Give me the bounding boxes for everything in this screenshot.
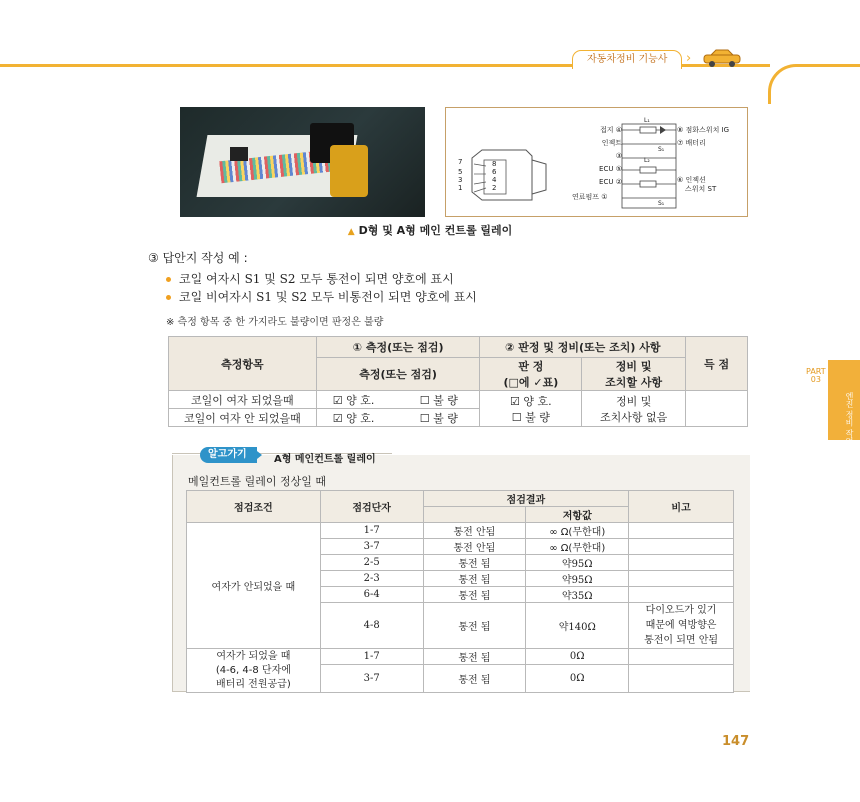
- diagram-right-labels: ⑧ 점화스위치 IG ⑦ 배터리: [677, 126, 730, 147]
- header-cell: 비고: [629, 491, 734, 523]
- table-cell: ∞ Ω(무한대): [526, 523, 629, 539]
- table-cell: 0Ω: [526, 665, 629, 693]
- checkbox-bad[interactable]: ☐ 불 량: [398, 409, 480, 427]
- coil-label: L₁: [644, 117, 650, 124]
- tip-subtitle: 메일컨트롤 릴레이 정상일 때: [188, 475, 327, 488]
- tip-badge: 알고가기: [200, 447, 257, 463]
- table-cell: 4-8: [320, 603, 423, 649]
- table-cell: [629, 555, 734, 571]
- car-icon: [702, 48, 742, 68]
- table-cell: 통전 됨: [423, 603, 526, 649]
- bullet-dot-icon: [166, 277, 171, 282]
- table-cell: 2-5: [320, 555, 423, 571]
- answer-table: [168, 336, 748, 427]
- table-cell: 약95Ω: [526, 571, 629, 587]
- header-rule-curve: [768, 64, 860, 104]
- part-label: PART 03: [806, 367, 826, 384]
- triangle-icon: ▲: [347, 227, 355, 237]
- table-cell: [629, 587, 734, 603]
- page-number: 147: [722, 734, 750, 749]
- switch-label: S₁: [658, 146, 665, 153]
- score-cell: [686, 391, 748, 427]
- header-cell: 점검조건: [187, 491, 321, 523]
- table-cell: 통전 됨: [423, 571, 526, 587]
- table-cell: 1-7: [320, 649, 423, 665]
- checkbox-bad[interactable]: ☐ 불 량: [511, 410, 550, 424]
- table-cell: 코일이 여자 되었을때: [169, 391, 317, 409]
- header-cell: 측정(또는 점검): [316, 358, 480, 391]
- diagram-left-labels: 접지 ④ 인젝트 ③ ECU ⑤ ECU ②: [599, 126, 622, 186]
- inspection-table: [186, 490, 734, 693]
- chapter-tab-text: 엔진 정비 작업: [845, 392, 854, 446]
- tip-badge-arrow-icon: [252, 447, 262, 463]
- header-title: 자동차정비 기능사: [572, 50, 682, 69]
- table-cell: 2-3: [320, 571, 423, 587]
- switch-label: S₁: [658, 200, 665, 207]
- table-cell: [629, 649, 734, 665]
- checkbox-good[interactable]: ☑ 양 호.: [316, 409, 398, 427]
- section-heading: ③ 답안지 작성 예 :: [148, 251, 248, 265]
- table-cell: 6-4: [320, 587, 423, 603]
- table-cell: 3-7: [320, 539, 423, 555]
- checkbox-good[interactable]: ☑ 양 호.: [316, 391, 398, 409]
- table-cell: [629, 523, 734, 539]
- header-cell: 득 점: [686, 337, 748, 391]
- table-cell: 1-7: [320, 523, 423, 539]
- header-cell: ② 판정 및 정비(또는 조치) 사항: [480, 337, 686, 358]
- table-cell: 여자가 되었을 때 (4-6, 4-8 단자에 배터리 전원공급): [187, 649, 321, 693]
- table-cell: 통전 됨: [423, 587, 526, 603]
- header-cell: 점검결과: [423, 491, 629, 507]
- table-cell: ∞ Ω(무한대): [526, 539, 629, 555]
- header-cell: 점검단자: [320, 491, 423, 523]
- table-cell: [629, 539, 734, 555]
- bullet-item: 코일 여자시 S1 및 S2 모두 통전이 되면 양호에 표시: [166, 270, 454, 287]
- header-cell: ① 측정(또는 점검): [316, 337, 480, 358]
- pin-labels-left: 7 5 3 1: [458, 158, 463, 192]
- table-cell: 약140Ω: [526, 603, 629, 649]
- table-cell: 여자가 안되었을 때: [187, 523, 321, 649]
- checkbox-bad[interactable]: ☐ 불 량: [398, 391, 480, 409]
- table-cell: 3-7: [320, 665, 423, 693]
- table-cell: 통전 안됨: [423, 523, 526, 539]
- note-text: ※ 측정 항목 중 한 가지라도 불량이면 판정은 불량: [166, 317, 384, 328]
- diagram-fuel-label: 연료펌프 ①: [572, 193, 608, 201]
- diagram-injection-label: ⑥ 인젝션 스위치 ST: [677, 176, 717, 193]
- table-cell: 정비 및 조치사항 없음: [582, 391, 686, 427]
- table-cell: 통전 됨: [423, 649, 526, 665]
- header-cell: 측정항목: [169, 337, 317, 391]
- table-cell: [480, 391, 582, 427]
- chevron-right-icon: ›: [686, 51, 692, 66]
- table-cell: 통전 안됨: [423, 539, 526, 555]
- figure-caption: ▲ D형 및 A형 메인 컨트롤 릴레이: [347, 224, 513, 237]
- bullet-dot-icon: [166, 295, 171, 300]
- header-cell: 판 정 (□에 ✓표): [480, 358, 582, 391]
- table-cell: 0Ω: [526, 649, 629, 665]
- table-cell: [629, 665, 734, 693]
- pin-labels-right: 8 6 4 2: [492, 160, 497, 192]
- table-cell: 통전 됨: [423, 555, 526, 571]
- checkbox-good[interactable]: ☑ 양 호.: [510, 394, 552, 408]
- tip-title: A형 메인컨트롤 릴레이: [274, 454, 376, 465]
- table-cell: 통전 됨: [423, 665, 526, 693]
- bullet-item: 코일 비여자시 S1 및 S2 모두 비통전이 되면 양호에 표시: [166, 288, 477, 305]
- relay-photo: [180, 107, 425, 217]
- relay-diagram: [445, 107, 748, 217]
- header-cell: 정비 및 조치할 사항: [582, 358, 686, 391]
- table-cell: 다이오드가 있기 때문에 역방향은 통전이 되면 안됨: [629, 603, 734, 649]
- coil-label: L₂: [644, 157, 650, 164]
- table-cell: 코일이 여자 안 되었을때: [169, 409, 317, 427]
- table-cell: 약35Ω: [526, 587, 629, 603]
- header-cell: 저항값: [526, 507, 629, 523]
- table-cell: [629, 571, 734, 587]
- table-cell: 약95Ω: [526, 555, 629, 571]
